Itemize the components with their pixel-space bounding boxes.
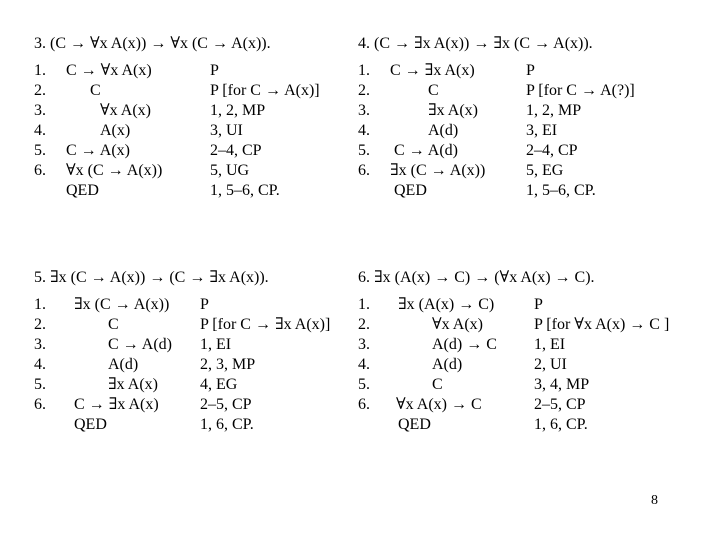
line-formula: A(d) xyxy=(428,122,459,139)
line-justification: 1, 2, MP xyxy=(210,102,266,119)
line-formula: ∃x A(x) xyxy=(108,376,159,393)
proof-line xyxy=(358,395,698,415)
proof-title: 5. ∃x (C → A(x)) → (C → ∃x A(x)). xyxy=(34,269,269,286)
line-justification: P [for ∀x A(x) → C ] xyxy=(534,316,670,333)
line-justification: 2–5, CP xyxy=(534,396,586,413)
line-formula: ∃x (C → A(x)) xyxy=(390,162,486,179)
line-formula: ∃x A(x) xyxy=(428,102,479,119)
proof-line xyxy=(358,315,698,335)
proof-line xyxy=(358,415,698,435)
line-justification: 5, EG xyxy=(526,162,564,179)
line-justification: 1, 5–6, CP. xyxy=(526,182,596,199)
line-justification: P xyxy=(200,296,209,313)
line-formula: A(x) xyxy=(100,122,131,139)
line-number: 1. xyxy=(34,296,46,313)
line-justification: 1, 6, CP. xyxy=(200,416,254,433)
line-formula: ∀x A(x) xyxy=(432,316,483,333)
line-number: 1. xyxy=(358,62,370,79)
line-justification: 1, EI xyxy=(200,336,232,353)
proof-line xyxy=(358,101,688,121)
proof-line xyxy=(34,355,356,375)
line-formula: ∃x (A(x) → C) xyxy=(398,296,495,313)
line-justification: 2, UI xyxy=(534,356,567,373)
line-justification: 1, 6, CP. xyxy=(534,416,588,433)
line-number: 2. xyxy=(34,316,46,333)
proof-line xyxy=(34,161,354,181)
line-number: 4. xyxy=(34,356,46,373)
proof-line xyxy=(34,101,354,121)
proof-line xyxy=(358,121,688,141)
proof-line xyxy=(34,415,356,435)
proof-line xyxy=(34,181,354,201)
line-formula: C → A(d) xyxy=(108,336,172,353)
proof-line xyxy=(358,295,698,315)
line-justification: 4, EG xyxy=(200,376,238,393)
line-formula: C → A(d) xyxy=(394,142,458,159)
line-formula: A(d) xyxy=(108,356,139,373)
line-formula: C xyxy=(428,82,439,99)
line-justification: 3, UI xyxy=(210,122,243,139)
line-formula: C → A(x) xyxy=(66,142,130,159)
line-justification: 3, 4, MP xyxy=(534,376,590,393)
proof-title: 6. ∃x (A(x) → C) → (∀x A(x) → C). xyxy=(358,269,595,286)
line-number: 2. xyxy=(358,82,370,99)
proof-line xyxy=(34,81,354,101)
proof-4 xyxy=(358,33,688,213)
line-number: 5. xyxy=(34,142,46,159)
line-formula: C → ∀x A(x) xyxy=(66,62,152,79)
line-justification: 5, UG xyxy=(210,162,250,179)
proof-line xyxy=(358,81,688,101)
line-number: 6. xyxy=(358,396,370,413)
proof-line xyxy=(358,141,688,161)
line-number: 6. xyxy=(34,396,46,413)
proof-title: 3. (C → ∀x A(x)) → ∀x (C → A(x)). xyxy=(34,35,271,52)
line-justification: 2, 3, MP xyxy=(200,356,256,373)
line-justification: P [for C → ∃x A(x)] xyxy=(200,316,331,333)
line-number: 2. xyxy=(34,82,46,99)
line-number: 5. xyxy=(358,142,370,159)
line-formula: QED xyxy=(74,416,107,433)
line-formula: QED xyxy=(394,182,427,199)
proof-line xyxy=(34,141,354,161)
line-formula: A(d) xyxy=(432,356,463,373)
line-justification: 1, 2, MP xyxy=(526,102,582,119)
proof-line xyxy=(358,375,698,395)
line-number: 5. xyxy=(358,376,370,393)
proof-line xyxy=(358,61,688,81)
proof-title: 4. (C → ∃x A(x)) → ∃x (C → A(x)). xyxy=(358,35,593,52)
proof-line xyxy=(34,315,356,335)
line-justification: P xyxy=(210,62,219,79)
proof-line xyxy=(34,395,356,415)
line-justification: 2–4, CP xyxy=(210,142,262,159)
line-formula: QED xyxy=(398,416,431,433)
proof-line xyxy=(358,181,688,201)
proof-line xyxy=(34,295,356,315)
line-number: 1. xyxy=(34,62,46,79)
line-number: 3. xyxy=(34,102,46,119)
line-justification: 2–4, CP xyxy=(526,142,578,159)
line-number: 4. xyxy=(34,122,46,139)
line-number: 6. xyxy=(358,162,370,179)
proof-line xyxy=(358,335,698,355)
line-formula: QED xyxy=(66,182,99,199)
line-number: 3. xyxy=(34,336,46,353)
line-formula: ∀x A(x) → C xyxy=(396,396,482,413)
proof-line xyxy=(34,335,356,355)
line-justification: 2–5, CP xyxy=(200,396,252,413)
line-formula: C → ∃x A(x) xyxy=(74,396,159,413)
line-formula: ∀x A(x) xyxy=(100,102,151,119)
proof-line xyxy=(358,161,688,181)
line-number: 4. xyxy=(358,356,370,373)
line-number: 5. xyxy=(34,376,46,393)
proof-5 xyxy=(34,267,356,447)
proof-6 xyxy=(358,267,698,447)
line-number: 6. xyxy=(34,162,46,179)
line-formula: C xyxy=(90,82,101,99)
line-formula: A(d) → C xyxy=(432,336,497,353)
proof-line xyxy=(358,355,698,375)
line-formula: C xyxy=(432,376,443,393)
line-number: 2. xyxy=(358,316,370,333)
proof-line xyxy=(34,61,354,81)
line-justification: P [for C → A(x)] xyxy=(210,82,320,99)
line-justification: 1, 5–6, CP. xyxy=(210,182,280,199)
line-justification: P xyxy=(534,296,543,313)
proof-line xyxy=(34,375,356,395)
line-number: 3. xyxy=(358,102,370,119)
line-justification: 1, EI xyxy=(534,336,566,353)
line-number: 3. xyxy=(358,336,370,353)
proof-line xyxy=(34,121,354,141)
line-justification: 3, EI xyxy=(526,122,558,139)
line-number: 1. xyxy=(358,296,370,313)
page-number: 8 xyxy=(651,493,658,508)
line-justification: P [for C → A(?)] xyxy=(526,82,635,99)
line-justification: P xyxy=(526,62,535,79)
line-formula: ∀x (C → A(x)) xyxy=(66,162,163,179)
line-formula: C xyxy=(108,316,119,333)
proof-3 xyxy=(34,33,354,213)
line-number: 4. xyxy=(358,122,370,139)
line-formula: C → ∃x A(x) xyxy=(390,62,475,79)
line-formula: ∃x (C → A(x)) xyxy=(74,296,170,313)
